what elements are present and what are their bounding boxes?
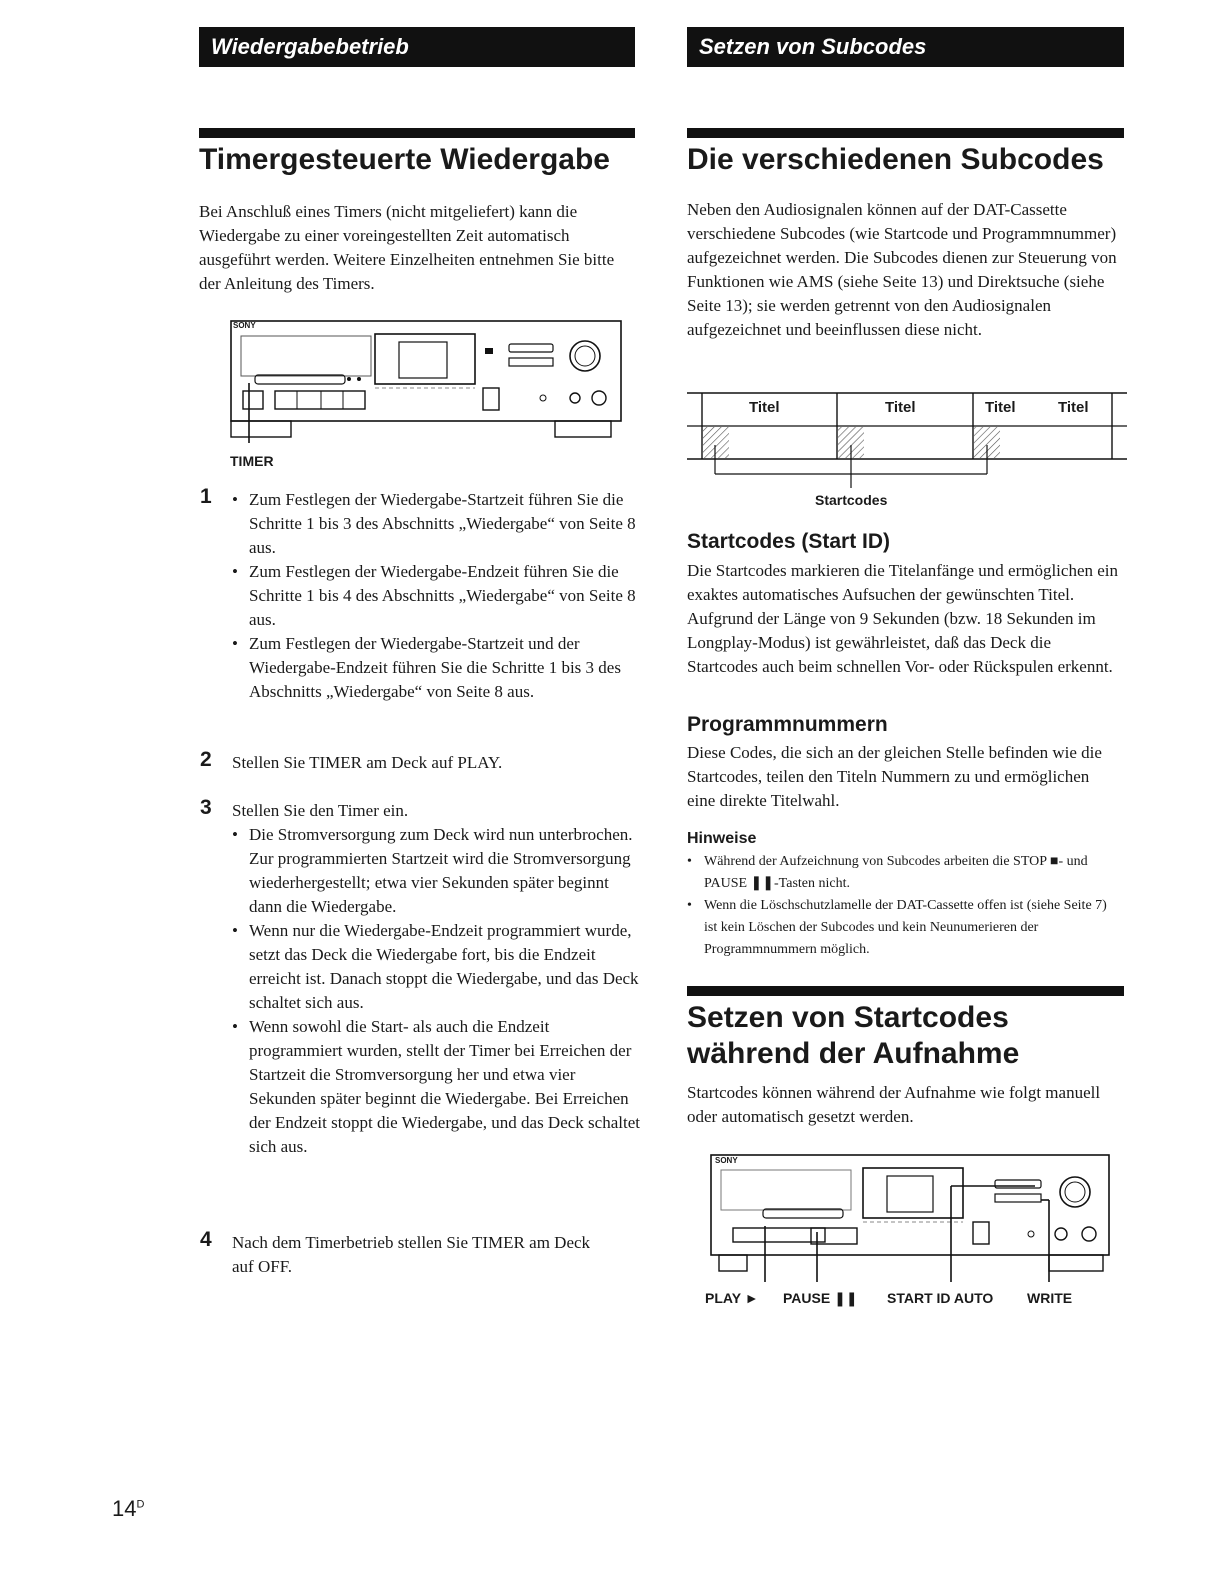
startcodes-caption: Startcodes <box>815 492 888 508</box>
header-right-title: Setzen von Subcodes <box>699 34 927 59</box>
hinweise-list <box>687 851 1117 961</box>
startcodes-heading: Startcodes (Start ID) <box>687 530 891 553</box>
section-rule-right-2 <box>687 986 1124 996</box>
start-id-auto-label: START ID AUTO <box>887 1290 994 1306</box>
deck-brand-logo-2: SONY <box>715 1156 738 1165</box>
section2-intro: Startcodes können während der Aufnahme wie folgt manuell oder automatisch gesetzt werden. <box>687 1083 1101 1126</box>
list-item: • Zum Festlegen der Wiedergabe-Startzeit und der Wiedergabe-Endzeit führen Sie die Schritte 1 bis 3 des Abschnitts „Wiedergabe“ von Seite 8 aus. <box>232 632 642 704</box>
section-rule-right <box>687 128 1124 138</box>
list-item: • Während der Aufzeichnung von Subcodes arbeiten die STOP ■- und PAUSE ❚❚-Tasten nicht. <box>687 851 1117 895</box>
section2-heading-line2: während der Aufnahme <box>687 1037 1020 1070</box>
list-item: • Die Stromversorgung zum Deck wird nun unterbrochen. Zur programmierten Startzeit wird die Stromversorgung wiederhergestellt; etwa vier Sekunden später beginnt dann die Wiedergabe. <box>232 823 642 919</box>
step-3-text: Stellen Sie den Timer ein. <box>232 801 409 820</box>
pause-label: PAUSE ❚❚ <box>783 1290 858 1306</box>
deck-figure-record <box>705 1152 1125 1312</box>
list-item: • Zum Festlegen der Wiedergabe-Endzeit führen Sie die Schritte 1 bis 4 des Abschnitts „Wiedergabe“ von Seite 8 aus. <box>232 560 642 632</box>
step-1-bullets <box>232 488 642 704</box>
left-intro: Bei Anschluß eines Timers (nicht mitgeliefert) kann die Wiedergabe zu einer voreingestellten Zeit automatisch ausgeführt werden. Weitere Einzelheiten entnehmen Sie bitte der Anleitung des Timers. <box>199 202 615 293</box>
diagram-title-2: Titel <box>885 399 916 416</box>
step-number-2: 2 <box>200 748 212 771</box>
step-2-text: Stellen Sie TIMER am Deck auf PLAY. <box>232 753 503 772</box>
list-item: • Zum Festlegen der Wiedergabe-Startzeit führen Sie die Schritte 1 bis 3 des Abschnitts „Wiedergabe“ von Seite 8 aus. <box>232 488 642 560</box>
deck-illustration-2 <box>705 1152 1115 1282</box>
programmnummern-heading: Programmnummern <box>687 713 888 736</box>
programmnummern-text: Diese Codes, die sich an der gleichen Stelle befinden wie die Startcodes, teilen den Titeln Nummern zu und ermöglichen eine direkte Titelwahl. <box>687 743 1102 810</box>
page-number <box>112 1496 144 1522</box>
write-label: WRITE <box>1027 1290 1073 1306</box>
header-left-title: Wiedergabebetrieb <box>211 34 409 59</box>
subcode-diagram <box>687 390 1127 520</box>
step-number-1: 1 <box>200 485 212 508</box>
list-item: • Wenn nur die Wiedergabe-Endzeit programmiert wurde, setzt das Deck die Wiedergabe fort, bis die Endzeit erreicht ist. Danach stoppt die Wiedergabe, und das Deck schaltet sich aus. <box>232 919 642 1015</box>
list-item: • Wenn sowohl die Start- als auch die Endzeit programmiert wurden, stellt der Timer bei Erreichen der Startzeit die Stromversorgung her und etwa vier Sekunden später beginnt die Wiedergabe. Bei Erreichen der Endzeit stoppt die Wiedergabe, und das Deck schaltet sich aus. <box>232 1015 642 1159</box>
timer-label: TIMER <box>230 453 274 469</box>
step-4-text: Nach dem Timerbetrieb stellen Sie TIMER am Deck auf OFF. <box>232 1233 591 1276</box>
list-item: • Wenn die Löschschutzlamelle der DAT-Cassette offen ist (siehe Seite 7) ist kein Löschen der Subcodes und kein Neunumerieren der Programmnummern möglich. <box>687 895 1117 961</box>
left-heading: Timergesteuerte Wiedergabe <box>199 143 610 176</box>
diagram-title-4: Titel <box>1058 399 1089 416</box>
play-label: PLAY ► <box>705 1290 759 1306</box>
step-number-4: 4 <box>200 1228 212 1251</box>
deck-illustration <box>225 318 625 443</box>
hinweise-heading: Hinweise <box>687 830 757 847</box>
section2-heading <box>687 1000 1019 1072</box>
page-number-value: 14 <box>112 1496 137 1521</box>
startcodes-text: Die Startcodes markieren die Titelanfänge und ermöglichen ein exaktes automatisches Aufsuchen der gewünschten Titel. Aufgrund der Länge von 9 Sekunden (bzw. 18 Sekunden im Longplay-Modus) ist gewährleistet, daß das Deck die Startcodes auch beim schnellen Vor- oder Rückspulen erkennt. <box>687 561 1119 676</box>
step-3-bullets <box>232 823 642 1159</box>
deck-figure-timer <box>225 318 625 478</box>
header-bar-right <box>687 27 1124 67</box>
deck-brand-logo: SONY <box>233 321 256 330</box>
page-number-suffix: D <box>136 1498 145 1511</box>
step-number-3: 3 <box>200 796 212 819</box>
diagram-title-1: Titel <box>749 399 780 416</box>
section2-heading-line1: Setzen von Startcodes <box>687 1001 1009 1034</box>
right-intro: Neben den Audiosignalen können auf der DAT-Cassette verschiedene Subcodes (wie Startcode und Programmnummer) aufgezeichnet werden. Die Subcodes dienen zur Steuerung von Funktionen wie AMS (siehe Seite 13) und Direktsuche (siehe Seite 13); sie werden getrennt von den Audiosignalen aufgezeichnet und beeinflussen diese nicht. <box>687 200 1117 339</box>
header-bar-left <box>199 27 635 67</box>
right-heading: Die verschiedenen Subcodes <box>687 143 1104 176</box>
section-rule-left <box>199 128 635 138</box>
diagram-title-3: Titel <box>985 399 1016 416</box>
